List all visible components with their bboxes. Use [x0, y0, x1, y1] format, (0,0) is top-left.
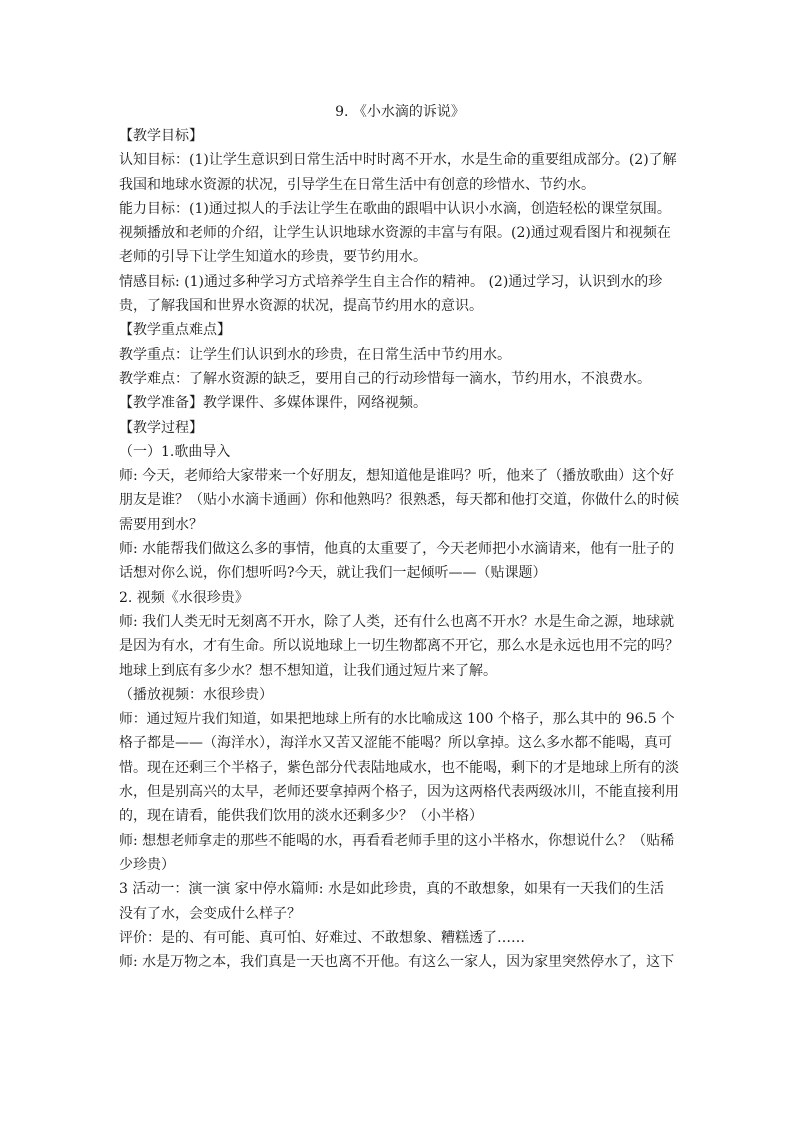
- text-line: 惜。现在还剩三个半格子，紫色部分代表陆地咸水，也不能喝，剩下的才是地球上所有的淡: [119, 759, 679, 776]
- text-line: 贵，了解我国和世界水资源的状况，提高节约用水的意识。: [119, 298, 483, 315]
- section-heading-key-points: 【教学重点难点】: [119, 322, 231, 339]
- text-line: 认知目标：(1)让学生意识到日常生活中时时离不开水，水是生命的重要组成部分。(2)了解: [119, 152, 677, 169]
- text-line: 话想对你么说，你们想听吗?今天，就让我们一起倾听——（贴课题）: [119, 565, 547, 582]
- text-line: 师：通过短片我们知道，如果把地球上所有的水比喻成这 100 个格子，那么其中的 96.5 个: [119, 711, 675, 728]
- text-line: 格子都是——（海洋水），海洋水又苦又涩能不能喝？所以拿掉。这么多水都不能喝，真可: [119, 735, 672, 752]
- text-line: 能力目标：(1)通过拟人的手法让学生在歌曲的跟唱中认识小水滴，创造轻松的课堂氛围。: [119, 200, 671, 217]
- text-line: 我国和地球水资源的状况，引导学生在日常生活中有创意的珍惜水、节约水。: [119, 176, 595, 193]
- section-heading-objectives: 【教学目标】: [119, 128, 203, 144]
- section-heading-process: 【教学过程】: [119, 419, 203, 436]
- text-line: 视频播放和老师的介绍，让学生认识地球水资源的丰富与有限。(2)通过观看图片和视频在: [119, 225, 671, 242]
- document-page: [119, 100, 681, 974]
- text-line: 师: 水能帮我们做这么多的事情，他真的太重要了，今天老师把小水滴请来，他有一肚子的: [119, 541, 675, 558]
- text-line: 是因为有水，才有生命。所以说地球上一切生物都离不开它，那么水是永远也用不完的吗？: [119, 638, 679, 655]
- text-line: （一）1.歌曲导入: [119, 443, 231, 460]
- text-line: 情感目标: (1)通过多种学习方式培养学生自主合作的精神。 (2)通过学习，认识到水的珍: [119, 273, 663, 290]
- section-heading-preparation: 【教学准备】教学课件、多媒体课件，网络视频。: [119, 395, 427, 412]
- document-title: 9. 《小水滴的诉说》: [335, 104, 465, 120]
- text-line: 师: 水是万物之本，我们真是一天也离不开他。有这么一家人，因为家里突然停水了，这下: [119, 954, 675, 971]
- document-body: [119, 124, 681, 974]
- text-line: 少珍贵）: [119, 856, 175, 873]
- text-line: （播放视频：水很珍贵）: [119, 686, 273, 703]
- text-line: 教学难点：了解水资源的缺乏，要用自己的行动珍惜每一滴水，节约用水，不浪费水。: [119, 370, 651, 387]
- text-line: 地球上到底有多少水？想不想知道，让我们通过短片来了解。: [119, 662, 497, 679]
- text-line: 需要用到水？: [119, 516, 203, 533]
- text-line: 师: 想想老师拿走的那些不能喝的水，再看看老师手里的这小半格水，你想说什么？（贴稀: [119, 832, 675, 849]
- text-line: 老师的引导下让学生知道水的珍贵，要节约用水。: [119, 249, 427, 266]
- text-line: 2. 视频《水很珍贵》: [119, 589, 249, 606]
- text-line: 朋友是谁？（贴小水滴卡通画）你和他熟吗？很熟悉，每天都和他打交道，你做什么的时候: [119, 492, 679, 509]
- text-line: 没有了水，会变成什么样子？: [119, 905, 301, 922]
- text-line: 3 活动一：演一演 家中停水篇师: 水是如此珍贵，真的不敢想象，如果有一天我们的生活: [119, 881, 664, 898]
- text-line: 师: 今天，老师给大家带来一个好朋友，想知道他是谁吗？听，他来了（播放歌曲）这个好: [119, 468, 675, 485]
- text-line: 水，但是别高兴的太早，老师还要拿掉两个格子，因为这两格代表两级冰川，不能直接利用: [119, 784, 679, 801]
- text-line: 评价：是的、有可能、真可怕、好难过、不敢想象、糟糕透了……: [119, 929, 525, 946]
- text-line: 教学重点：让学生们认识到水的珍贵，在日常生活中节约用水。: [119, 346, 511, 363]
- text-line: 的，现在请看，能供我们饮用的淡水还剩多少？（小半格）: [119, 808, 483, 825]
- text-line: 师: 我们人类无时无刻离不开水，除了人类，还有什么也离不开水？水是生命之源，地球就: [119, 613, 675, 630]
